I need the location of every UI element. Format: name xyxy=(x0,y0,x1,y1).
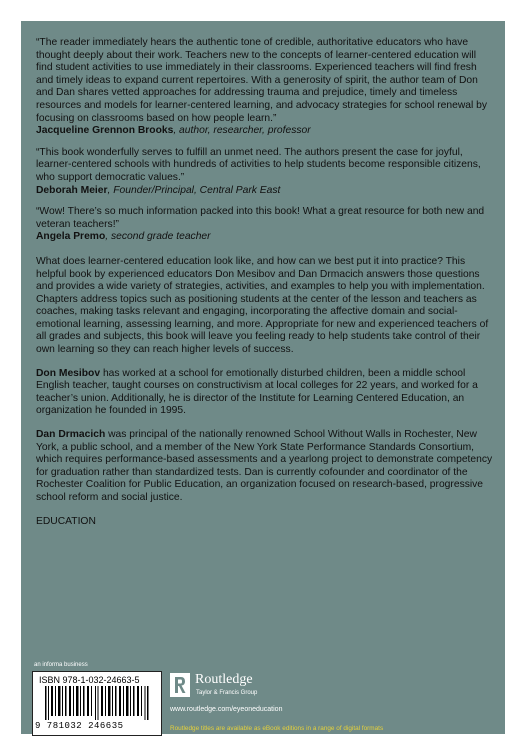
publisher-url[interactable]: www.routledge.com/eyeoneducation xyxy=(170,706,283,713)
ebook-note: Routledge titles are available as eBook editions in a range of digital formats xyxy=(170,725,384,732)
endorser-role: , second grade teacher xyxy=(105,231,211,243)
endorser-role: , Founder/Principal, Central Park East xyxy=(107,184,281,196)
barcode-digits: 9 781032 246635 xyxy=(35,721,124,731)
endorsement-text: “This book wonderfully serves to fulfill an unmet need. The authors present the case for joyful, learner-centered schools with hundreds of activities to help students become responsible citizens, who support democratic values.” xyxy=(36,146,481,183)
routledge-logo-icon xyxy=(170,673,190,697)
author-name: Don Mesibov xyxy=(36,367,101,379)
isbn-number: ISBN 978-1-032-24663-5 xyxy=(39,675,140,685)
endorser-name: Angela Premo xyxy=(36,231,106,243)
endorser-name: Jacqueline Grennon Brooks xyxy=(36,125,174,137)
subject-category: EDUCATION xyxy=(36,515,96,527)
endorsement-text: “Wow! There’s so much information packed into this book! What a great resource for both new and veteran teachers!” xyxy=(36,206,485,230)
author-bio-text: has worked at a school for emotionally disturbed children, been a middle school English teacher, taught courses on constructivism at local colleges for 22 years, and worked for a teacher’s union. Additionally, he is director of the Institute for Learning Centered Education, an organization he founded in 1995. xyxy=(36,367,478,417)
endorsement-2 xyxy=(36,147,495,197)
publisher-name: Routledge xyxy=(195,672,253,687)
endorsement-attribution xyxy=(36,125,495,138)
endorsement-attribution xyxy=(36,231,495,244)
endorsement-text: “The reader immediately hears the authentic tone of credible, authoritative educators who have thought deeply about their work. Teachers new to the concepts of learner-centered education will find student activities to use immediately in their classrooms. Experienced teachers will find fresh and timely ideas to expand current repertoires. With a generosity of spirit, the author team of Don and Dan shares vetted approaches for addressing trauma and prejudice, timely and timeless resources and models for learner-centered learning, and advocacy strategies for school renewal by focusing on classrooms based on how people learn.” xyxy=(36,37,488,124)
informa-business-label: an informa business xyxy=(34,662,88,668)
cover-text xyxy=(36,37,495,528)
endorsement-attribution xyxy=(36,185,495,198)
back-cover xyxy=(21,21,505,734)
endorser-name: Deborah Meier xyxy=(36,184,108,196)
author-bio-text: was principal of the nationally renowned School Without Walls in Rochester, New York, a public school, and a member of the New York State Performance Standards Consortium, which requires performance-based assessments and a yearlong project to demonstrate competency for graduation rather than standardized tests. Dan is currently cofounder and coordinator of the Rochester Coalition for Public Education, an organization focused on research-based, progressive school reform and social justice. xyxy=(36,429,493,503)
endorsement-3 xyxy=(36,206,495,244)
publisher-tagline: Taylor & Francis Group xyxy=(196,690,258,696)
endorsement-1 xyxy=(36,37,495,138)
author-bio-2 xyxy=(36,429,495,505)
book-description: What does learner-centered education look like, and how can we best put it into practice? This helpful book by experienced educators Don Mesibov and Dan Drmacich answers those questions and provides a wide variety of strategies, activities, and examples to help you with implementation. Chapters address topics such as positioning students at the center of the lesson and teachers as coaches, making tasks relevant and engaging, incorporating the affective domain and social-emotional learning, assessing learning, and more. Appropriate for new and experienced teachers of all grades and subjects, this book will leave you feeling ready to help students take control of their own learning so they can reach higher levels of success. xyxy=(36,255,489,356)
author-bio-1 xyxy=(36,368,495,418)
endorser-role: , author, researcher, professor xyxy=(173,125,311,137)
isbn-barcode xyxy=(32,671,162,736)
barcode-icon xyxy=(45,686,149,720)
author-name: Dan Drmacich xyxy=(36,429,106,441)
